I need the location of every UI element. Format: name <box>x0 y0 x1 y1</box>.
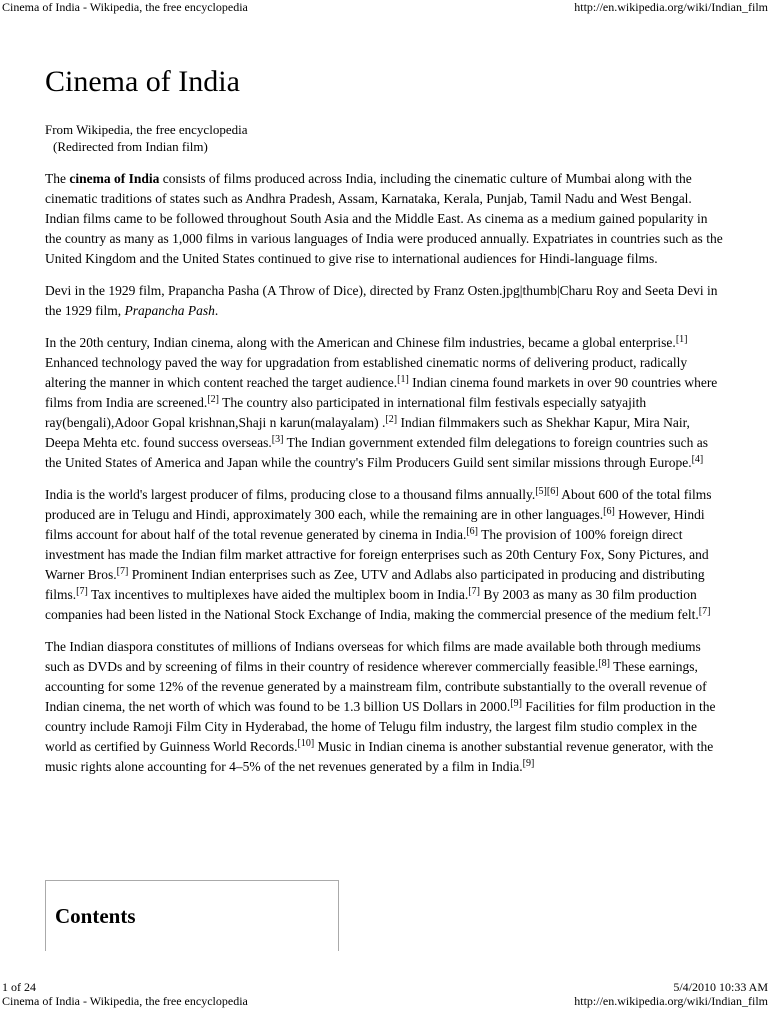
print-header <box>0 0 768 14</box>
text-run: Prominent Indian enterprises such as Zee, UTV and Adlabs also participated in producing and distributing films. <box>45 567 705 602</box>
text-run: Facilities for film production in the country include Ramoji Film City in Hyderabad, the home of Telugu film industry, the largest film studio complex in the world as certified by Guinness World Records. <box>45 699 716 754</box>
footer-page-title: Cinema of India - Wikipedia, the free encyclopedia <box>2 994 248 1008</box>
citation-link[interactable]: [2] <box>385 414 398 425</box>
header-url[interactable]: http://en.wikipedia.org/wiki/Indian_film <box>574 0 768 14</box>
footer-url[interactable]: http://en.wikipedia.org/wiki/Indian_film <box>574 994 768 1008</box>
table-of-contents <box>45 880 339 951</box>
print-footer-repeat <box>0 994 768 1008</box>
header-page-title: Cinema of India - Wikipedia, the free encyclopedia <box>2 0 248 14</box>
text-run: . <box>214 303 219 318</box>
redirect-link[interactable]: (Redirected from Indian film) <box>53 139 208 154</box>
citation-link[interactable]: [2] <box>207 394 219 405</box>
citation-link[interactable]: [6] <box>466 526 479 537</box>
print-datetime: 5/4/2010 10:33 AM <box>673 980 768 994</box>
citation-link[interactable]: [1] <box>397 374 409 385</box>
text-run: The Indian government extended film delegations to foreign countries such as the United States of America and Japan while the country's Film Producers Guild sent similar missions through Europe. <box>45 435 708 470</box>
text-run: Tax incentives to multiplexes have aided the multiplex boom in India. <box>87 587 469 602</box>
diaspora-paragraph <box>45 637 725 777</box>
text-run: The Indian diaspora constitutes of millions of Indians overseas for which films are made available both through mediums such as DVDs and by screening of films in their country of residence wherever commercially feasible. <box>45 639 701 674</box>
page-number: 1 of 24 <box>2 980 36 994</box>
text-run: The provision of 100% foreign direct investment has made the Indian film market attractive for foreign enterprises such as 20th Century Fox, Sony Pictures, and Warner Bros. <box>45 527 709 582</box>
citation-link[interactable]: [9] <box>510 698 522 709</box>
text-run: Devi in the 1929 film, Prapancha Pasha (A Throw of Dice), directed by Franz Osten.jpg|thumb|Charu Roy and Seeta Devi in the 1929 film, <box>45 283 718 318</box>
citation-link[interactable]: [1] <box>675 334 688 345</box>
history-paragraph <box>45 333 725 473</box>
text-run: The country also participated in international film festivals especially satyajith ray(bengali),Adoor Gopal krishnan,Shaji n karun(malayalam) . <box>45 395 647 430</box>
citation-link[interactable]: [7] <box>116 566 129 577</box>
text-run: The <box>45 171 70 186</box>
toc-title: Contents <box>55 904 136 928</box>
text-run: consists of films produced across India, including the cinematic culture of Mumbai along with the cinematic traditions of states such as Andhra Pradesh, Assam, Karnataka, Kerala, Punjab, Tamil Nadu and West Bengal. Indian films came to be followed throughout South Asia and the Middle East. As cinema as a medium gained popularity in the country as many as 1,000 films in various languages of India were produced annually. Expatriates in countries such as the United Kingdom and the United States continued to give rise to international audiences for Hindi-language films. <box>45 171 723 266</box>
text-run: Enhanced technology paved the way for upgradation from established cinematic norms of delivering product, radically altering the manner in which content reached the target audience. <box>45 355 688 390</box>
citation-link[interactable]: [8] <box>598 658 610 669</box>
citation-link[interactable]: [10] <box>297 738 315 749</box>
citation-link[interactable]: [4] <box>691 454 704 465</box>
citation-link[interactable]: [7] <box>76 586 88 597</box>
text-run: In the 20th century, Indian cinema, along with the American and Chinese film industries, became a global enterprise. <box>45 335 676 350</box>
text-run: About 600 of the total films produced are in Telugu and Hindi, approximately 300 each, while the remaining are in other languages. <box>45 487 712 522</box>
production-paragraph <box>45 485 725 625</box>
text-run: However, Hindi films account for about half of the total revenue generated by cinema in India. <box>45 507 705 542</box>
page-title: Cinema of India <box>45 65 240 98</box>
text-run: By 2003 as many as 30 film production companies had been listed in the National Stock Exchange of India, making the commercial presence of the medium felt. <box>45 587 699 622</box>
citation-link[interactable]: [3] <box>271 434 284 445</box>
text-run: Indian filmmakers such as Shekhar Kapur, Mira Nair, Deepa Mehta etc. found success overseas. <box>45 415 690 450</box>
article-subtitle <box>45 121 247 155</box>
image-caption-paragraph <box>45 281 725 321</box>
intro-paragraph <box>45 169 725 269</box>
from-wikipedia-note: From Wikipedia, the free encyclopedia <box>45 122 248 137</box>
citation-link[interactable]: [6] <box>603 506 615 517</box>
print-footer <box>0 980 768 994</box>
citation-link[interactable]: [7] <box>468 586 480 597</box>
bold-term: cinema of India <box>69 171 160 186</box>
text-run: India is the world's largest producer of films, producing close to a thousand films annually. <box>45 487 536 502</box>
redirect-note <box>45 138 247 155</box>
italic-text: Prapancha Pash <box>124 303 215 318</box>
citation-link[interactable]: [5] <box>535 486 547 497</box>
text-run: These earnings, accounting for some 12% of the revenue generated by a mainstream film, contribute substantially to the overall revenue of Indian cinema, the net worth of which was found to be 1.3 billion US Dollars in 2000. <box>45 659 707 714</box>
citation-link[interactable]: [6] <box>546 486 559 497</box>
citation-link[interactable]: [7] <box>698 606 711 617</box>
text-run: Music in Indian cinema is another substantial revenue generator, with the music rights alone accounting for 4–5% of the net revenues generated by a film in India. <box>45 739 714 774</box>
text-run: Indian cinema found markets in over 90 countries where films from India are screened. <box>45 375 718 410</box>
article-body <box>45 169 725 789</box>
citation-link[interactable]: [9] <box>522 758 535 769</box>
